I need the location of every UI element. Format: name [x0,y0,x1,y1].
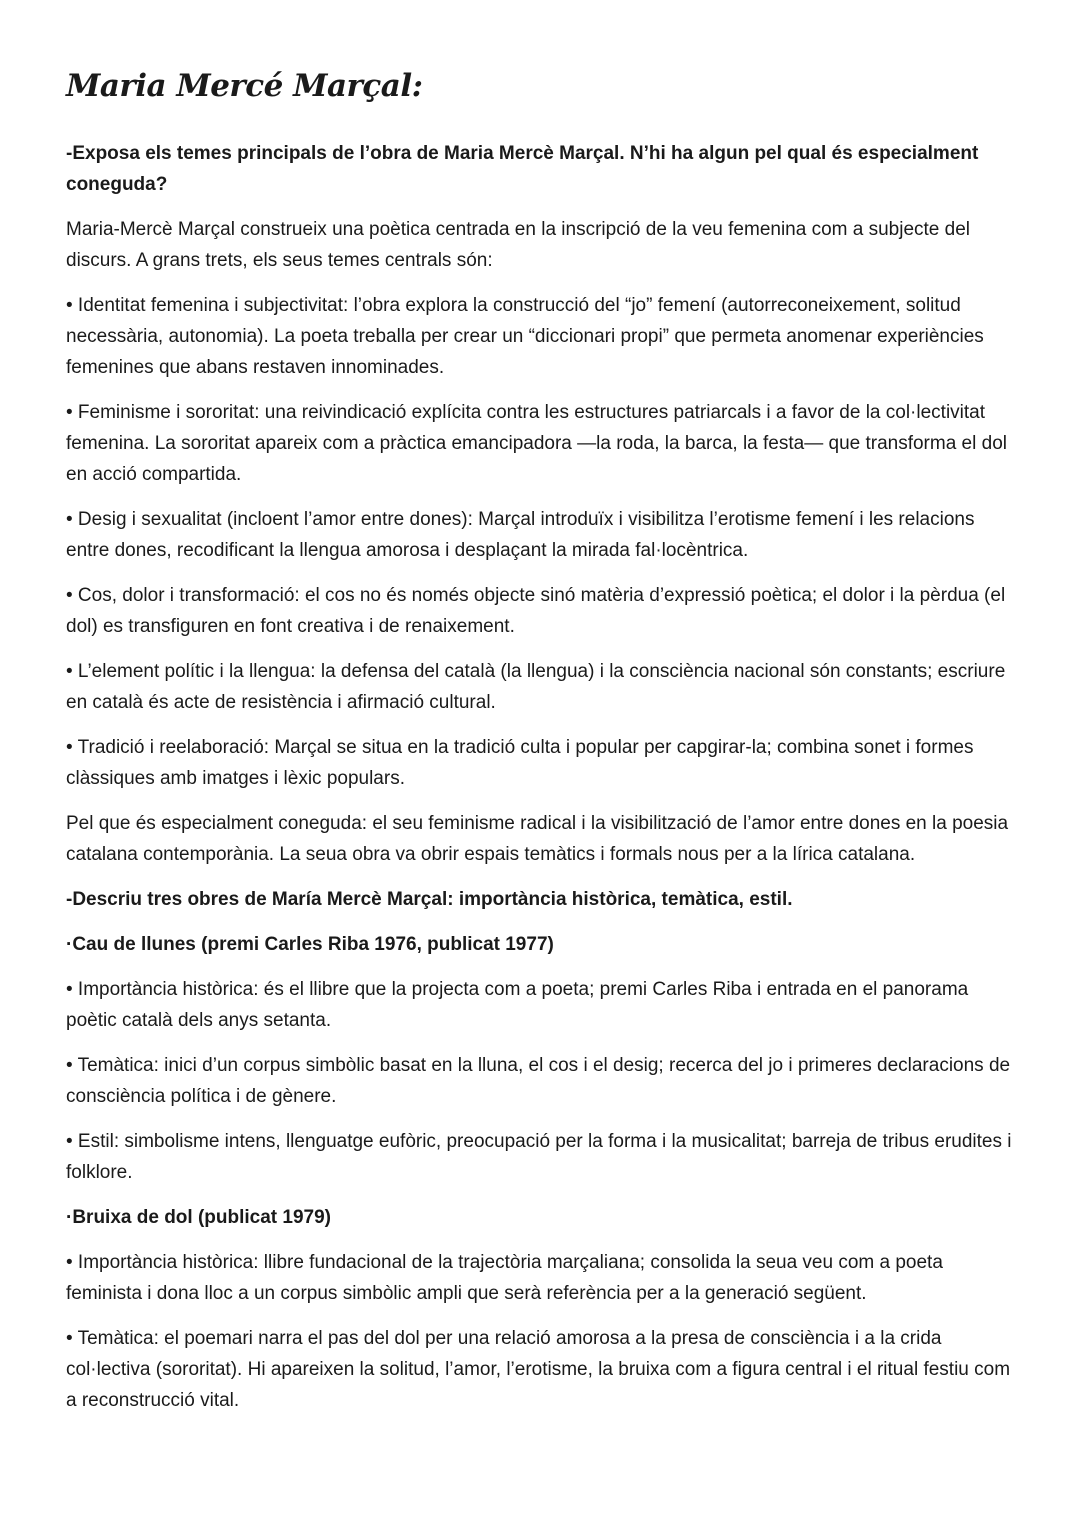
page-title: Maria Mercé Marçal: [66,68,423,104]
theme-item-identity: • Identitat femenina i subjectivitat: l’obra explora la construcció del “jo” femení (autorreconeixement, solitud necessària, autonomia). La poeta treballa per crear un “diccionari propi” que permeta anomenar experiències femenines que abans restaven innominades. [66,295,984,378]
theme-item-tradition: • Tradició i reelaboració: Marçal se situa en la tradició culta i popular per capgirar-la; combina sonet i formes clàssiques amb imatges i lèxic populars. [66,737,974,789]
theme-item-body: • Cos, dolor i transformació: el cos no és només objecte sinó matèria d’expressió poètica; el dolor i la pèrdua (el dol) es transfiguren en font creativa i de renaixement. [66,585,1006,637]
theme-item-politics: • L’element polític i la llengua: la defensa del català (la llengua) i la consciència nacional són constants; escriure en català és acte de resistència i afirmació cultural. [66,661,1006,713]
work-1-importance: • Importància històrica: és el llibre que la projecta com a poeta; premi Carles Riba i entrada en el panorama poètic català dels anys setanta. [66,979,969,1031]
work-2-theme: • Temàtica: el poemari narra el pas del dol per una relació amorosa a la presa de consciència i a la crida col·lectiva (sororitat). Hi apareixen la solitud, l’amor, l’erotisme, la bruixa com a figura central i el ritual festiu com a reconstrucció vital. [66,1328,1011,1411]
theme-item-feminism: • Feminisme i sororitat: una reivindicació explícita contra les estructures patriarcals i a favor de la col·lectivitat femenina. La sororitat apareix com a pràctica emancipadora —la roda, la barca, la festa— que transforma el dol en acció compartida. [66,402,1007,485]
theme-item-desire: • Desig i sexualitat (incloent l’amor entre dones): Marçal introduïx i visibilitza l’erotisme femení i les relacions entre dones, recodificant la llengua amorosa i desplaçant la mirada fal·locèntrica. [66,509,975,561]
question-1: -Exposa els temes principals de l’obra de Maria Mercè Marçal. N’hi ha algun pel qual és especialment coneguda? [66,143,979,195]
known-for-paragraph: Pel que és especialment coneguda: el seu feminisme radical i la visibilització de l’amor entre dones en la poesia catalana contemporània. La seua obra va obrir espais temàtics i formals nous per a la lírica catalana. [66,813,1009,865]
work-1-heading: ·Cau de llunes (premi Carles Riba 1976, publicat 1977) [66,934,554,955]
question-2: -Descriu tres obres de María Mercè Marçal: importància històrica, temàtica, estil. [66,889,793,910]
work-1-style: • Estil: simbolisme intens, llenguatge eufòric, preocupació per la forma i la musicalitat; barreja de tribus erudites i folklore. [66,1131,1012,1183]
work-2-heading: ·Bruixa de dol (publicat 1979) [66,1207,331,1228]
intro-paragraph: Maria-Mercè Marçal construeix una poètica centrada en la inscripció de la veu femenina com a subjecte del discurs. A grans trets, els seus temes centrals són: [66,219,971,271]
document-page [66,64,1016,1430]
work-1-theme: • Temàtica: inici d’un corpus simbòlic basat en la lluna, el cos i el desig; recerca del jo i primeres declaracions de consciència política i de gènere. [66,1055,1011,1107]
work-2-importance: • Importància històrica: llibre fundacional de la trajectòria marçaliana; consolida la seua veu com a poeta feminista i dona lloc a un corpus simbòlic ampli que serà referència per a la generació següent. [66,1252,943,1304]
